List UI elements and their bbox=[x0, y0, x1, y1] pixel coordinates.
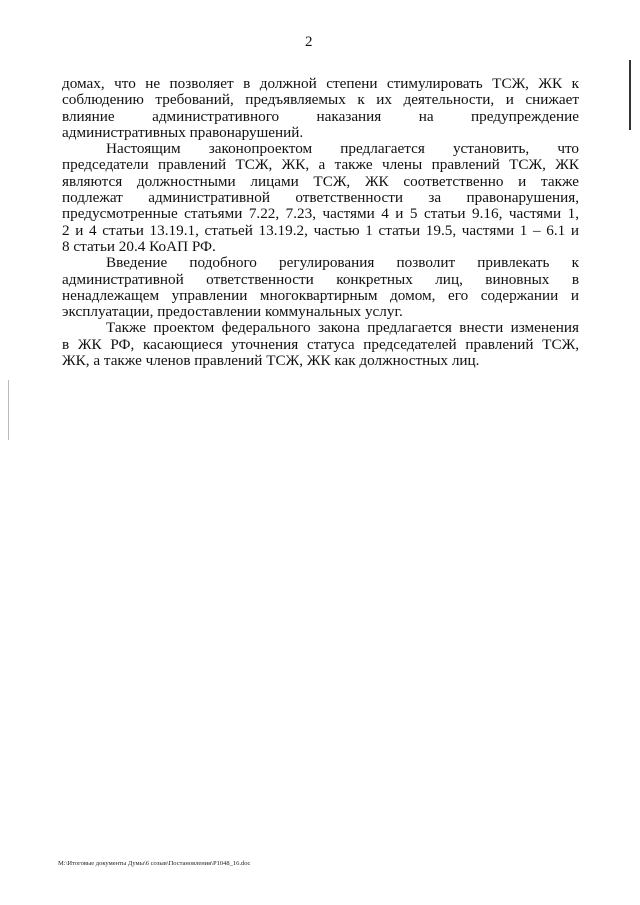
text-line: 2 и 4 статьи 13.19.1, статьей 13.19.2, частью 1 статьи 19.5, частями 1 – 6.1 и bbox=[62, 221, 579, 239]
text-line: соблюдению требований, предъявляемых к их деятельности, и снижает bbox=[62, 91, 579, 109]
text-line: Также проектом федерального закона предлагается внести изменения bbox=[106, 319, 579, 337]
text-line: предусмотренные статьями 7.22, 7.23, частями 4 и 5 статьи 9.16, частями 1, bbox=[62, 205, 579, 223]
text-line: ненадлежащем управлении многоквартирным домом, его содержании и bbox=[62, 286, 579, 304]
scan-artifact bbox=[629, 60, 631, 130]
text-line: подлежат административной ответственности за правонарушения, bbox=[62, 189, 579, 207]
scan-artifact bbox=[8, 380, 9, 440]
text-line: административной ответственности конкретных лиц, виновных в bbox=[62, 270, 579, 288]
footer-file-path: M:\Итоговые документы Думы\6 созыв\Постановления\P1048_16.doc bbox=[58, 860, 251, 867]
paragraph bbox=[62, 320, 579, 369]
paragraph bbox=[62, 76, 579, 141]
text-line: являются должностными лицами ТСЖ, ЖК соответственно и также bbox=[62, 172, 579, 190]
text-line: 8 статьи 20.4 КоАП РФ. bbox=[62, 237, 216, 255]
text-line: эксплуатации, предоставлении коммунальных услуг. bbox=[62, 303, 403, 321]
text-line: Настоящим законопроектом предлагается установить, что bbox=[106, 140, 579, 158]
document-body bbox=[62, 76, 579, 369]
text-line: административных правонарушений. bbox=[62, 123, 304, 141]
text-line: ЖК, а также членов правлений ТСЖ, ЖК как должностных лиц. bbox=[62, 352, 480, 370]
text-line: влияние административного наказания на предупреждение bbox=[62, 107, 579, 125]
text-line: председатели правлений ТСЖ, ЖК, а также члены правлений ТСЖ, ЖК bbox=[62, 156, 579, 174]
page-number: 2 bbox=[305, 34, 313, 50]
text-line: Введение подобного регулирования позволит привлекать к bbox=[106, 254, 579, 272]
paragraph bbox=[62, 255, 579, 320]
paragraph bbox=[62, 141, 579, 255]
text-line: в ЖК РФ, касающиеся уточнения статуса председателей правлений ТСЖ, bbox=[62, 335, 579, 353]
text-line: домах, что не позволяет в должной степени стимулировать ТСЖ, ЖК к bbox=[62, 75, 579, 92]
